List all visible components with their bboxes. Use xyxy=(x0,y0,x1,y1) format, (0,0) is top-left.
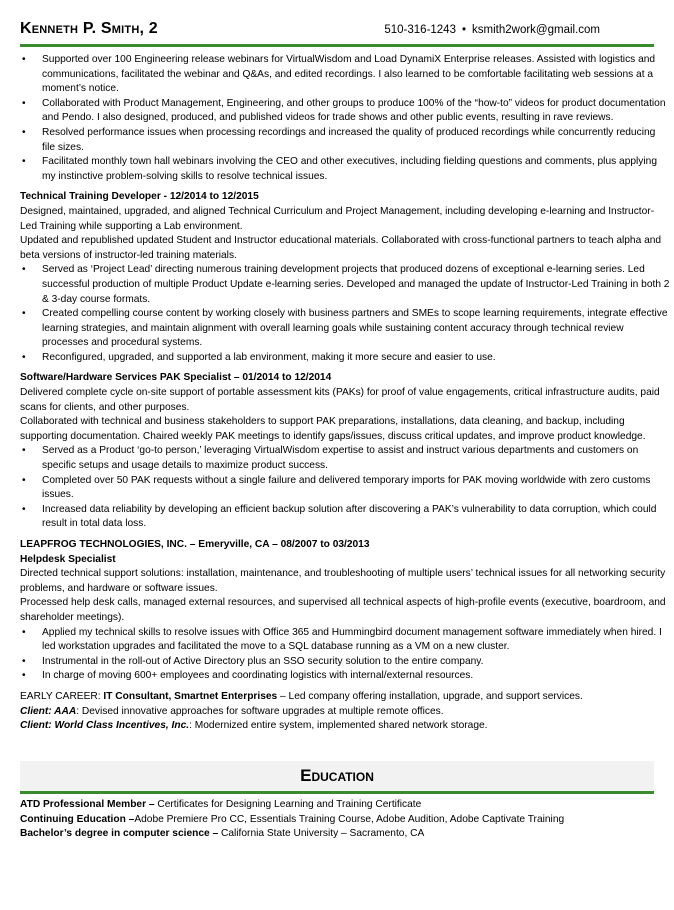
early-career-company: IT Consultant, Smartnet Enterprises xyxy=(103,690,278,702)
role-description: Delivered complete cycle on-site support of portable assessment kits (PAKs) for proof of value engagements, critical infrastructure audits, paid scans for clients, and other purposes. xyxy=(20,387,660,413)
education-heading: Education xyxy=(300,766,374,785)
candidate-name: Kenneth P. Smith, 2 xyxy=(20,20,158,37)
phone-number: 510-316-1243 xyxy=(384,24,456,36)
top-bullet-list xyxy=(20,53,670,184)
contact-separator: • xyxy=(461,24,467,36)
role-description: Updated and republished updated Student and Instructor educational materials. Collaborated with cross-functional partners to teach alpha and beta versions of instructor-led training materials. xyxy=(20,235,662,261)
list-item: • Reconfigured, upgraded, and supported a lab environment, making it more secure and easier to use. xyxy=(20,351,670,366)
company-leapfrog: LEAPFROG TECHNOLOGIES, INC. – Emeryville, CA – 08/2007 to 03/2013 xyxy=(20,539,370,550)
client-description: : Modernized entire system, implemented shared network storage. xyxy=(189,720,488,732)
helpdesk-bullets xyxy=(20,626,670,684)
list-item: • Facilitated monthly town hall webinars involving the CEO and other executives, including fielding questions and comments, plus applying my instinctive problem-solving skills to resolve technical issues. xyxy=(20,155,670,184)
list-item: • Supported over 100 Engineering release webinars for VirtualWisdom and Load DynamiX Enterprise releases. Assisted with logistics and communications, facilitated the webinar and Q&As, and edited recordings. I also learned to be comfortable facilitating web sessions at a moment’s notice. xyxy=(20,53,670,97)
early-career-prefix: EARLY CAREER: xyxy=(20,690,104,702)
resume-header xyxy=(20,20,654,47)
education-text: Adobe Premiere Pro CC, Essentials Training Course, Adobe Audition, Adobe Captivate Training xyxy=(134,813,565,825)
client-line xyxy=(20,705,670,720)
client-description: : Devised innovative approaches for software upgrades at multiple remote offices. xyxy=(76,705,444,717)
training-developer-bullets xyxy=(20,263,670,365)
list-item: • Completed over 50 PAK requests without a single failure and delivered temporary imports for PAK moving worldwide with zero customs issues. xyxy=(20,474,670,503)
role-description: Processed help desk calls, managed external resources, and supervised all technical aspects of high-profile events (executive, boardroom, and shareholder meetings). xyxy=(20,597,666,623)
role-description: Collaborated with technical and business stakeholders to support PAK preparations, installations, data cleaning, and backup, including supporting documentation. Chaired weekly PAK meetings to identify gaps/issues, discuss critical updates, and improve product knowledge. xyxy=(20,416,646,442)
education-item xyxy=(20,813,660,828)
role-description: Directed technical support solutions: installation, maintenance, and troubleshooting of multiple users’ technical issues for all networking security problems, and hardware or software issues. xyxy=(20,568,666,594)
list-item: • Applied my technical skills to resolve issues with Office 365 and Hummingbird document management software immediately when hired. I led workstation upgrades and facilitated the move to a SQL database running as a VM on a new cluster. xyxy=(20,626,670,655)
list-item: • Served as a Product ‘go-to person,’ leveraging VirtualWisdom expertise to assist and instruct various departments and customers on specific setups and usage details to maximize product success. xyxy=(20,444,670,473)
email-address: ksmith2work@gmail.com xyxy=(472,24,600,36)
education-section-header xyxy=(20,761,654,794)
role-description: Designed, maintained, upgraded, and aligned Technical Curriculum and Project Management, including developing e-learning and Instructor-Led Training while supporting a Lab environment. xyxy=(20,205,655,232)
list-item: • Created compelling course content by working closely with business partners and SMEs to scope learning requirements, integrate effective learning strategies, and maintain alignment with overall learning goals while sustaining content accuracy through technical review processes and procedural systems. xyxy=(20,307,670,351)
role-title-helpdesk: Helpdesk Specialist xyxy=(20,553,116,565)
list-item: • Collaborated with Product Management, Engineering, and other groups to produce 100% of the “how-to” videos for product documentation and Pendo. I also designed, produced, and published videos for trade shows and other public events, resulting in rave reviews. xyxy=(20,97,670,126)
early-career-line xyxy=(20,690,670,705)
client-label: Client: AAA xyxy=(20,705,77,717)
list-item: • Served as ‘Project Lead’ directing numerous training development projects that produced dozens of exceptional e-learning series. Led successful production of multiple Product Update e-learning series. Developed and managed the update of Instructor-Led Training in both 2 & 3-day course formats. xyxy=(20,263,670,307)
list-item: • Instrumental in the roll-out of Active Directory plus an SSO security solution to the entire company. xyxy=(20,655,670,670)
client-line xyxy=(20,719,670,734)
client-label: Client: World Class Incentives, Inc. xyxy=(20,720,190,732)
early-career-description: – Led company offering installation, upgrade, and support services. xyxy=(277,690,583,702)
education-item xyxy=(20,827,660,842)
contact-info xyxy=(384,24,600,36)
role-title-training-developer: Technical Training Developer - 12/2014 to 12/2015 xyxy=(20,191,259,203)
pak-specialist-bullets xyxy=(20,444,670,532)
education-label: Continuing Education – xyxy=(20,813,135,825)
education-text: Certificates for Designing Learning and Training Certificate xyxy=(157,799,422,810)
role-title-pak-specialist: Software/Hardware Services PAK Specialist – 01/2014 to 12/2014 xyxy=(20,372,332,384)
list-item: • In charge of moving 600+ employees and coordinating logistics with internal/external resources. xyxy=(20,669,670,684)
education-content xyxy=(20,798,660,842)
education-text: California State University – Sacramento, CA xyxy=(221,828,425,840)
list-item: • Increased data reliability by developing an efficient backup solution after discovering a PAK’s vulnerability to data corruption, which could result in total data loss. xyxy=(20,503,670,532)
experience-content xyxy=(20,53,670,734)
education-label: Bachelor’s degree in computer science – xyxy=(20,828,221,840)
education-item xyxy=(20,798,660,813)
list-item: • Resolved performance issues when processing recordings and increased the quality of produced recordings while concurrently reducing file sizes. xyxy=(20,126,670,155)
education-label: ATD Professional Member – xyxy=(20,799,158,810)
